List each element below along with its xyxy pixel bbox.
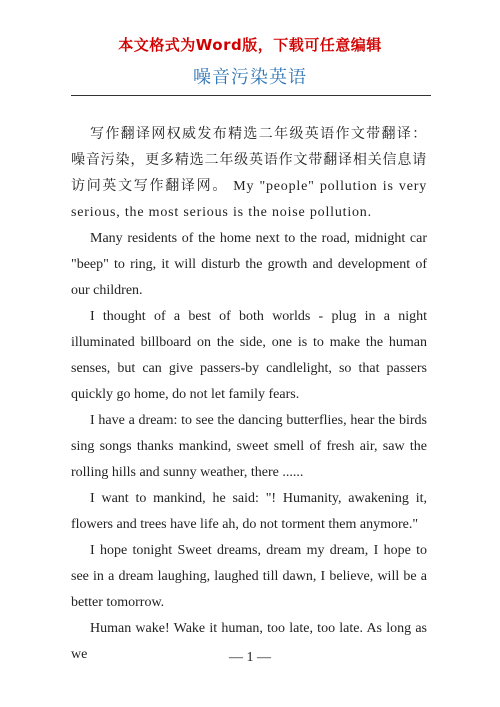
paragraph: I thought of a best of both worlds - plug in a night illuminated billboard on the side, one is to make the human senses, but can give passers-by candlelight, so that passers quickly go home, do not let family fears. bbox=[71, 309, 427, 402]
paragraph: 写作翻译网权威发布精选二年级英语作文带翻译：噪音污染，更多精选二年级英语作文带翻译相关信息请访问英文写作翻译网。 My "people" pollution is very serious, the most serious is the noise pollution. bbox=[71, 127, 427, 220]
title-divider bbox=[71, 95, 431, 96]
document-title: 噪音污染英语 bbox=[193, 67, 307, 88]
paragraph: I hope tonight Sweet dreams, dream my dream, I hope to see in a dream laughing, laughed till dawn, I believe, will be a better tomorrow. bbox=[71, 543, 427, 610]
document-body bbox=[71, 122, 427, 668]
paragraph: I have a dream: to see the dancing butterflies, hear the birds sing songs thanks mankind, sweet smell of fresh air, saw the rolling hills and sunny weather, there ...... bbox=[71, 413, 427, 480]
page-number: — 1 — bbox=[229, 650, 271, 665]
paragraph: Human wake! Wake it human, too late, too late. As long as we bbox=[71, 621, 427, 662]
paragraph: I want to mankind, he said: "! Humanity, awakening it, flowers and trees have life ah, do not torment them anymore." bbox=[71, 491, 427, 532]
format-notice-banner: 本文格式为Word版，下载可任意编辑 bbox=[118, 36, 382, 54]
paragraph: Many residents of the home next to the road, midnight car "beep" to ring, it will disturb the growth and development of our children. bbox=[71, 231, 427, 298]
